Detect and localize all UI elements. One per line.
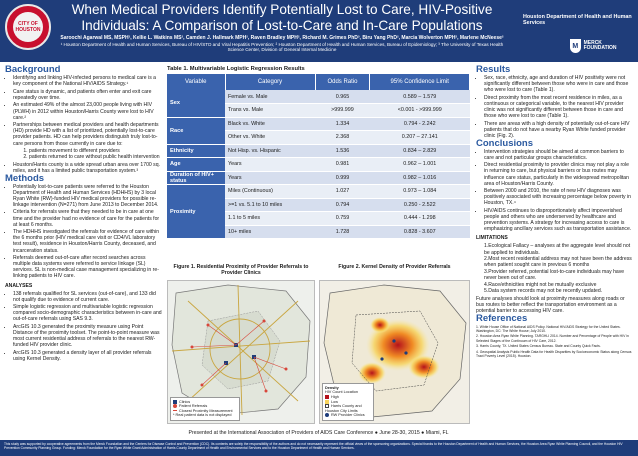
confidence-limit-cell: 0.962 – 1.001	[370, 158, 470, 172]
acknowledgement-footer: This study was supported by cooperative agreements from the Merck Foundation and the Centers for Disease Control and Prevention (CDC). Its contents are solely the responsibility of the authors and do not necessarily represent the official views of the sponsoring organizations. Special thanks to the Houston Department of Health and Human Services, the Houston Area Ryan White Planning Council, and the Houston HIV Prevention Community Planning Group. Funding: Merck Foundation for the Ryan White Grant Administration of Harris County Department of Health and Environmental Services and to the Houston Department of Health and Human Services.	[0, 440, 638, 456]
confidence-limit-cell: 0.828 - 3.607	[370, 225, 470, 239]
list-item: • The HDHHS investigated the referrals for evidence of care within the 6 months prior (HIV medical care visit or CD4/VL laboratory test result), residence in Houston/Harris County, deceased, and incarceration status.	[13, 229, 163, 253]
referral-swatch-icon	[173, 404, 177, 408]
high-density-swatch-icon	[325, 395, 329, 399]
list-item: 5.Data system records may not be recently updated.	[484, 288, 603, 295]
table-body	[167, 90, 470, 239]
author-block	[58, 36, 506, 53]
table-title: Table 1. Multivariable Logistic Regression Results	[167, 66, 305, 72]
table-row	[167, 171, 470, 185]
confidence-limit-cell: 0.589 – 1.579	[370, 90, 470, 104]
middle-column	[167, 66, 470, 239]
list-item: • Potentially lost-to-care patients were referred to the Houston Department of Health and Human Services (HDHHS) by 3 local Ryan White (RW)-funded HIV medical providers for possible re-linkage intervention (N=271) from June 2013 to December 2014.	[13, 184, 163, 208]
clinic-swatch-icon	[173, 400, 177, 404]
list-item: • Criteria for referrals were that they needed to be in care at one time and the provider had no evidence of care for the patients for at least 6 months.	[13, 209, 163, 227]
list-item: • Intervention strategies should be aimed at common barriers to care and not particular groups characteristics.	[484, 149, 634, 161]
results-list	[476, 75, 634, 139]
variable-cell: Age	[167, 158, 225, 172]
low-density-swatch-icon	[325, 400, 329, 404]
list-item	[13, 122, 163, 160]
figure-1-caption: Figure 1. Residential Proximity of Provider Referrals to Provider Clinics	[173, 264, 309, 276]
odds-ratio-cell: 0.965	[315, 90, 370, 104]
legend-item: High	[325, 395, 371, 400]
table-header-cell: Variable	[167, 74, 225, 90]
category-cell: Other vs. White	[225, 131, 315, 145]
table-row	[167, 117, 470, 131]
list-item: • ArcGIS 10.3 generated the proximity measure using Point Distance of the proximity toolset. The point-to-point measure was most current residential address of referrals to the nearest RW-funded HIV provider clinic.	[13, 324, 163, 348]
variable-cell: Ethnicity	[167, 144, 225, 158]
list-item: • 138 referrals qualified for SL services (out-of-care), and 133 did not qualify due to evidence of current care.	[13, 291, 163, 303]
poster-header	[0, 0, 638, 62]
proximity-map-legend	[170, 397, 240, 421]
department-name: Houston Department of Health and Human Services	[523, 14, 632, 27]
table-header-cell: Category	[225, 74, 315, 90]
background-title: Background	[5, 64, 61, 75]
odds-ratio-cell: 1.728	[315, 225, 370, 239]
category-cell: 10+ miles	[225, 225, 315, 239]
table-row	[167, 144, 470, 158]
figure-2-caption: Figure 2. Kernel Density of Provider Referrals	[338, 264, 451, 270]
conclusions-list	[476, 149, 634, 233]
legend-item: Closest Proximity Measurement	[173, 409, 237, 414]
list-item: • Sex, race, ethnicity, age and duration of HIV positivity were not significantly different between those who were in care and those who were lost to care (Table 1).	[484, 75, 634, 93]
legend-item: Harris County and Houston City Limits	[325, 404, 362, 413]
background-list	[5, 75, 163, 174]
reference-item: 1. White House Office of National AIDS Policy. National HIV/AIDS Strategy for the United States. Washington, DC: The White House; July 2010.	[476, 324, 621, 333]
sponsor-name: MERCK FOUNDATION	[583, 39, 617, 51]
confidence-limit-cell: 0.207 – 27.141	[370, 131, 470, 145]
table-row	[167, 90, 470, 104]
odds-ratio-cell: 1.536	[315, 144, 370, 158]
confidence-limit-cell: 0.794 - 2.242	[370, 117, 470, 131]
variable-cell: Proximity	[167, 185, 225, 239]
legend-subtitle: HIV Count Location	[325, 390, 358, 395]
author-names: Saroochi Agarwal MS, MSPH¹, Kellie L. Watkins MS², Camden J. Hallmark MPH², Raven Bradley MPH², Richard M. Grimes PhD³, Biru Yang PhD², Marcia Wolverton MPH², Marlene McNeese²	[60, 35, 504, 41]
list-item: • An estimated 49% of the almost 23,000 people living with HIV (PLWH) in 2012 within Houston/Harris County were lost to HIV care.²	[13, 102, 163, 120]
future-analyses-text: Future analyses should look at proximity measures along roads or bus routes to better reflect the transportation environment as a potential barrier to accessing HIV care.	[476, 296, 625, 315]
table-row	[167, 185, 470, 199]
list-item: 3.Provider referred, potential lost-to-care individuals may have never been out of care.	[484, 268, 625, 281]
list-item: • ArcGIS 10.3 generated a density layer of all provider referrals using Kernel Density.	[13, 350, 163, 362]
left-column	[5, 66, 163, 364]
legend-item: Patient Referrals	[173, 404, 237, 409]
list-item: • Care status is dynamic, and patients often enter and exit care repeatedly over time.	[13, 89, 163, 101]
odds-ratio-cell: 0.759	[315, 212, 370, 226]
analyses-title: ANALYSES	[5, 282, 33, 289]
list-item: • Identifying and linking HIV-infected persons to medical care is a key component of the National HIV/AIDS Strategy.¹	[13, 75, 163, 87]
regression-table	[167, 74, 470, 239]
reference-item: 4. Geospatial Analysis Public Health Data for Health Disparities by Socioeconomic Status along Census Tract Poverty Level (2015). Houston.	[476, 350, 632, 359]
variable-cell: Sex	[167, 90, 225, 117]
category-cell: Years	[225, 171, 315, 185]
category-cell: Trans vs. Male	[225, 104, 315, 118]
list-item: 2.Most recent residential address may not have been the address when patient sought care in previous 6 months	[484, 256, 632, 269]
results-title: Results	[476, 64, 511, 75]
methods-title: Methods	[5, 172, 45, 184]
list-item: 4.Race/ethnicities might not be mutually exclusive	[484, 281, 597, 288]
category-cell: Black vs. White	[225, 117, 315, 131]
odds-ratio-cell: 2.368	[315, 131, 370, 145]
sub-list-item: 1. patients movement to different providers	[29, 148, 163, 154]
references-title: References	[476, 313, 528, 325]
confidence-limit-cell: <0.001 - >999.999	[370, 104, 470, 118]
legend-item: Low	[325, 400, 371, 405]
analyses-list	[5, 291, 163, 363]
boundary-swatch-icon	[325, 404, 329, 408]
confidence-limit-cell: 0.982 – 1.016	[370, 171, 470, 185]
list-item: • Simple logistic regression and multivariable logistic regression compared socio-demographic characteristics between in-care and out-of-care referrals using SAS 9.3.	[13, 304, 163, 322]
confidence-limit-cell: 0.834 – 2.829	[370, 144, 470, 158]
city-seal-text: CITY OF HOUSTON	[13, 12, 43, 42]
limitations-list	[476, 243, 634, 294]
legend-title: Density	[325, 385, 339, 390]
author-affiliations: ¹ Houston Department of Health and Human Services, Bureau of HIV/STD and Viral Hepatitis Prevention; ² Houston Department of Health and Human Services, Bureau of Epidemiology; ³ The University of Texas Health Science Center, Division of General Internal Medicine	[60, 41, 504, 53]
list-item: • Between 2000 and 2010, the rate of new HIV diagnoses was positively associated with increasing percentage below poverty in Houston, TX.⁴	[484, 188, 634, 206]
legend-item: Clinics	[173, 400, 237, 405]
methods-list	[5, 184, 163, 280]
list-item: • Referrals deemed out-of-care after record searches across multiple data systems were referred to service linkage (SL) services. SL is non-medical case management specializing in re-linking patients to HIV care.	[13, 255, 163, 279]
category-cell: Miles (Continuous)	[225, 185, 315, 199]
density-map	[319, 280, 470, 424]
category-cell: 1.1 to 5 miles	[225, 212, 315, 226]
sponsor-shield-icon: M	[570, 39, 581, 53]
reference-item: 2. Houston Area Ryan White Planning. TARGHLI 2014. Number and Percentage of People with HIV in Selected Stages of the Continuum of HIV Care, 2012.	[476, 334, 629, 343]
density-map-legend	[322, 383, 374, 421]
clinic-swatch-icon	[325, 413, 329, 417]
legend-item: RW Provider Clinics	[325, 413, 371, 418]
list-item: • There are areas with a high density of potentially out-of-care HIV patients that do not have a nearby Ryan White funded provider clinic (Fig. 2).	[484, 121, 634, 139]
odds-ratio-cell: 0.981	[315, 158, 370, 172]
category-cell: >=1 vs. 5.1 to 10 miles	[225, 198, 315, 212]
list-item: • Houston/Harris county is a wide spread urban area over 1700 sq. miles, and it has a limited public transportation system.³	[13, 162, 163, 174]
table-header-row	[167, 74, 470, 90]
list-item: 1.Ecological Fallacy – analyses at the aggregate level should not be applied to individuals.	[484, 243, 631, 256]
confidence-limit-cell: 0.250 - 2.522	[370, 198, 470, 212]
conference-note: Presented at the International Association of Providers of AIDS Care Conference ● June 28-30, 2015 ● Miami, FL	[188, 430, 449, 436]
legend-note: * Real patient data is not displayed	[173, 413, 232, 418]
variable-cell: Race	[167, 117, 225, 144]
sub-list	[13, 148, 163, 161]
list-item: • Direct residential proximity to provider clinics may not play a role in returning to care, but physical barriers or bus routes may influence care status, particularly in the widespread metropolitan area of Houston/Harris County.	[484, 162, 634, 186]
table-row	[167, 158, 470, 172]
category-cell: Female vs. Male	[225, 90, 315, 104]
table-header-cell: Odds Ratio	[315, 74, 370, 90]
list-item-text: Partnerships between medical providers and health departments (HD) provide HD with a list of prioritized, potentially lost-to-care provider patients. HD can help providers distinguish truly lost-to-care persons from those currently in care due to:	[13, 122, 159, 147]
proximity-map	[167, 280, 315, 424]
odds-ratio-cell: >999.999	[315, 104, 370, 118]
category-cell: Years	[225, 158, 315, 172]
city-seal-logo	[5, 4, 51, 50]
limitations-title: LIMITATIONS	[476, 235, 508, 242]
figures-area	[167, 264, 470, 428]
odds-ratio-cell: 1.027	[315, 185, 370, 199]
odds-ratio-cell: 0.794	[315, 198, 370, 212]
conclusions-title: Conclusions	[476, 137, 534, 149]
confidence-limit-cell: 0.973 – 1.084	[370, 185, 470, 199]
odds-ratio-cell: 1.334	[315, 117, 370, 131]
table-header-cell: 95% Confidence Limit	[370, 74, 470, 90]
confidence-limit-cell: 0.444 - 1.298	[370, 212, 470, 226]
sponsor-logo	[570, 38, 630, 54]
odds-ratio-cell: 0.999	[315, 171, 370, 185]
right-column	[476, 66, 634, 360]
proximity-line-swatch-icon	[173, 410, 177, 411]
reference-item: 3. Harris County, TX. United States Census Bureau. State and County Quick Facts.	[476, 344, 601, 349]
poster-title: When Medical Providers Identify Potentially Lost to Care, HIV-Positive Individuals: A Comparison of Lost-to-Care and In-Care Populations	[71, 2, 493, 33]
sub-list-item: 2. patients returned to care without public health intervention	[29, 154, 163, 160]
list-item: • HIV/AIDS continues to disproportionately affect impoverished people and others who are underserved by healthcare and prevention systems. A strategy for increasing access to care is emphasizing ancillary services such as transportation assistance.	[484, 208, 634, 232]
category-cell: Not Hisp. vs. Hispanic	[225, 144, 315, 158]
variable-cell: Duration of HIV+ status	[167, 171, 225, 185]
list-item: • Direct proximity from the most recent residence in miles, as a continuous or categorical variable, to the nearest HIV provider clinic was not significantly different between those in care and those who were lost to care (Table 1).	[484, 95, 634, 119]
